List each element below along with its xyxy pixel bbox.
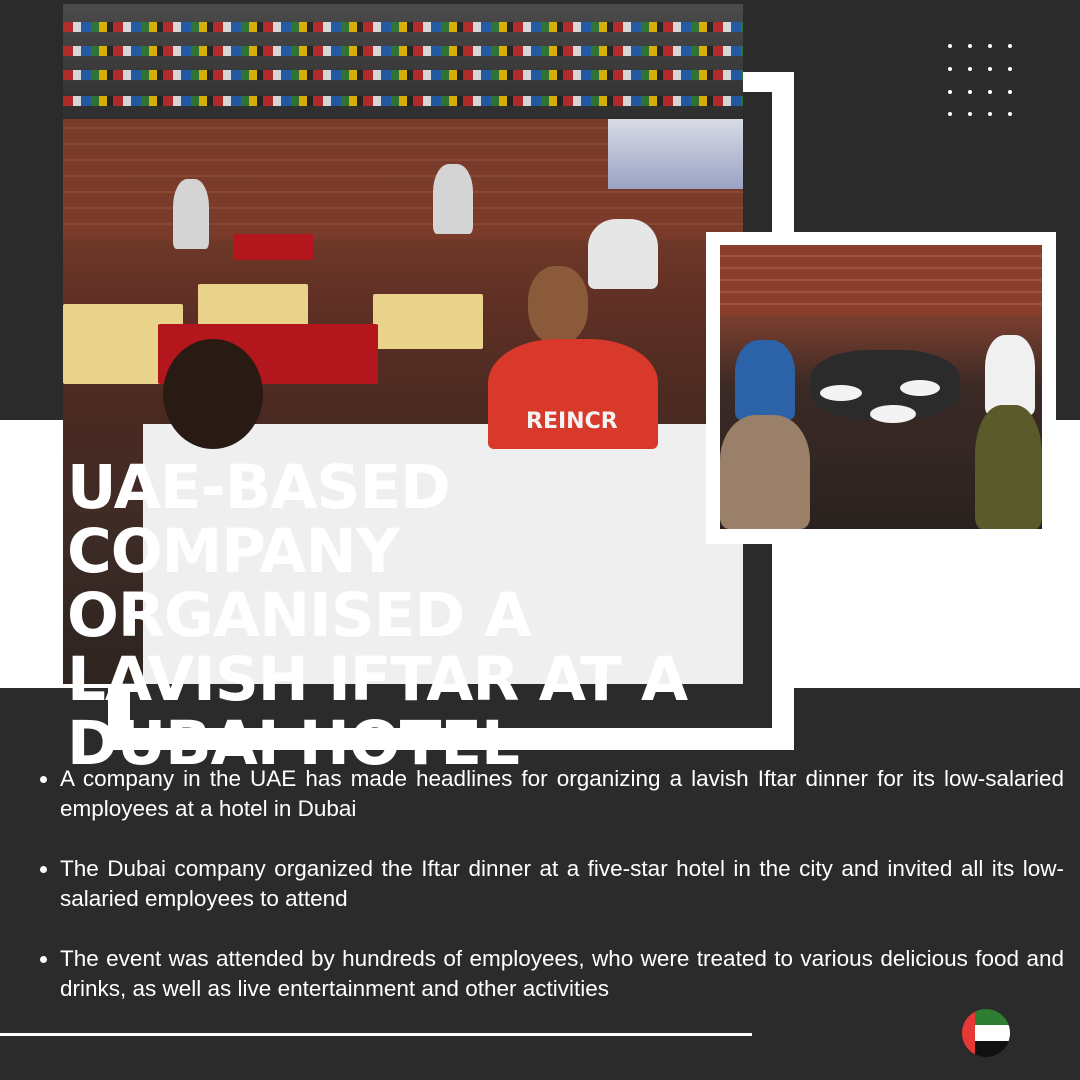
uae-flag-icon — [962, 1009, 1010, 1057]
brick-wall — [720, 245, 1042, 315]
person — [173, 179, 209, 249]
bullet-item: • The Dubai company organized the Iftar dinner at a five-star hotel in the city and invited all its low-salaried employees to attend — [60, 854, 1064, 914]
screen — [608, 119, 743, 189]
bullet-item: • The event was attended by hundreds of employees, who were treated to various delicious food and drinks, as well as live entertainment and other activities — [60, 944, 1064, 1004]
person — [163, 339, 263, 449]
plate — [870, 405, 916, 423]
bunting — [63, 96, 743, 106]
person — [985, 335, 1035, 415]
divider — [0, 1033, 752, 1036]
shirt-text: REINCR — [526, 409, 618, 434]
person — [588, 219, 658, 289]
person — [975, 405, 1042, 529]
bullet-list — [38, 764, 1064, 1034]
person — [433, 164, 473, 234]
plate — [900, 380, 940, 396]
person — [735, 340, 795, 420]
table — [233, 234, 313, 260]
person — [488, 339, 658, 449]
person — [528, 266, 588, 344]
bunting — [63, 70, 743, 80]
table — [373, 294, 483, 349]
plate — [820, 385, 862, 401]
ceiling — [63, 4, 743, 119]
bunting — [63, 22, 743, 32]
person — [720, 415, 810, 529]
dot-grid-icon — [948, 44, 1012, 116]
headline: UAE-BASED COMPANY ORGANISED A LAVISH IFTAR AT A DUBAI HOTEL — [67, 452, 688, 779]
bunting — [63, 46, 743, 56]
inset-photo — [720, 245, 1042, 529]
bullet-item: • A company in the UAE has made headlines for organizing a lavish Iftar dinner for its low-salaried employees at a hotel in Dubai — [60, 764, 1064, 824]
